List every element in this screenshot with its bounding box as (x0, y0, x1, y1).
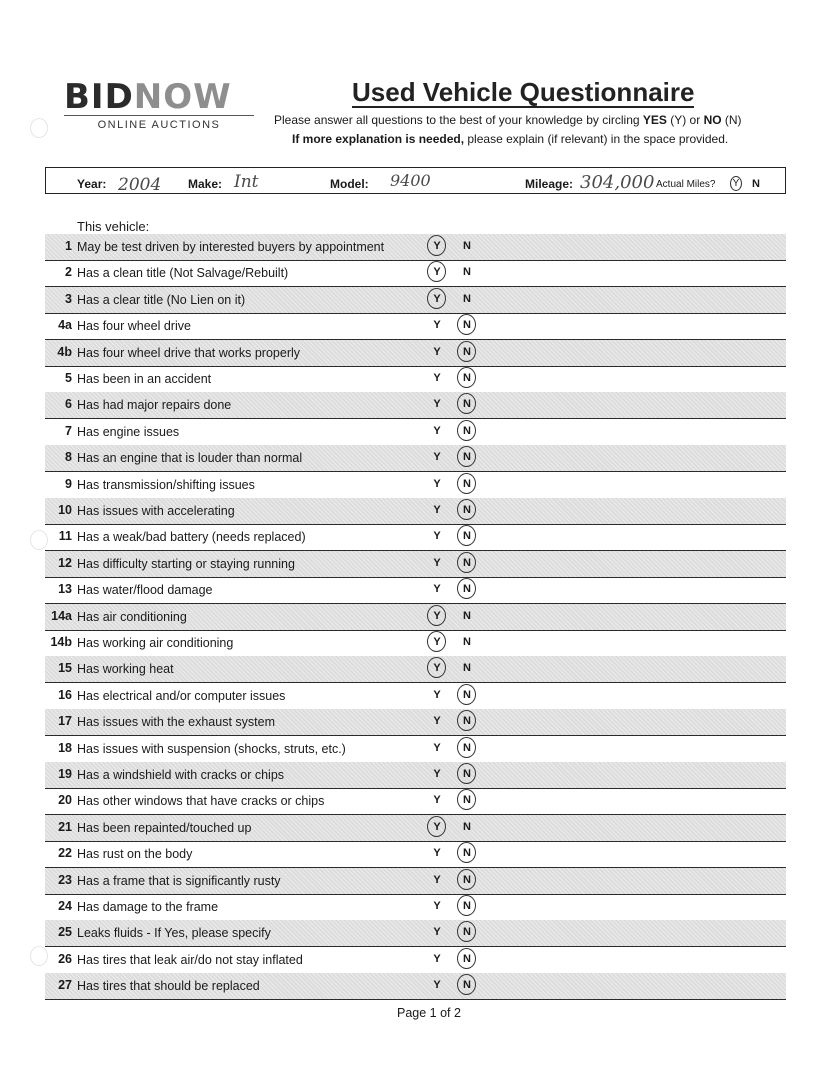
question-text: Has working heat (77, 662, 174, 677)
answer-no-option[interactable]: N (463, 873, 471, 886)
question-row (45, 313, 786, 340)
model-label: Model: (330, 177, 369, 191)
answer-circle-mark (457, 578, 476, 599)
answer-circle-mark (427, 816, 446, 837)
answer-no-option[interactable]: N (463, 979, 471, 992)
scan-artifact (30, 530, 48, 550)
answer-no-option[interactable]: N (463, 398, 471, 411)
question-row (45, 392, 786, 419)
question-text: Has a weak/bad battery (needs replaced) (77, 530, 306, 545)
answer-circle-mark (427, 657, 446, 678)
question-number: 16 (58, 687, 72, 702)
answer-no-option[interactable]: N (463, 583, 471, 596)
answer-circle-mark (457, 420, 476, 441)
question-number: 7 (65, 423, 72, 438)
actual-miles-yes-option[interactable]: Y (730, 176, 742, 191)
question-number: 12 (58, 555, 72, 570)
answer-circle-mark (457, 446, 476, 467)
question-row (45, 234, 786, 261)
question-row (45, 973, 786, 1000)
answer-circle-mark (457, 842, 476, 863)
answer-yes-option[interactable]: Y (433, 266, 441, 279)
question-number: 23 (58, 872, 72, 887)
question-row (45, 287, 786, 314)
question-text: Has working air conditioning (77, 636, 234, 650)
answer-circle-mark (427, 631, 446, 652)
question-text: Has four wheel drive (77, 319, 191, 334)
answer-yes-option[interactable]: Y (433, 662, 441, 675)
answer-no-option[interactable]: N (463, 741, 471, 754)
answer-no-option[interactable]: N (463, 926, 471, 939)
question-row (45, 630, 786, 657)
question-text: Has damage to the frame (77, 900, 219, 914)
question-row (45, 524, 786, 551)
answer-circle-mark (457, 393, 476, 414)
answer-yes-option[interactable]: Y (433, 952, 441, 965)
answer-no-option[interactable]: N (463, 768, 471, 780)
question-row (45, 947, 786, 974)
question-row (45, 419, 786, 446)
answer-no-option[interactable]: N (463, 715, 471, 728)
answer-circle-mark (457, 921, 476, 942)
answer-yes-option[interactable]: Y (433, 688, 441, 701)
answer-yes-option[interactable]: Y (433, 451, 441, 464)
instructions-line-1: Please answer all questions to the best of your knowledge by circling YES (Y) or NO (N) (274, 113, 742, 127)
question-row (45, 445, 786, 472)
answer-yes-option[interactable]: Y (433, 319, 441, 332)
answer-circle-mark (457, 473, 476, 494)
instructions-line-2: If more explanation is needed, please explain (if relevant) in the space provided. (292, 132, 729, 146)
actual-miles-no-option[interactable]: N (752, 178, 760, 190)
answer-no-option[interactable]: N (463, 266, 471, 279)
question-text: Has a clean title (Not Salvage/Rebuilt) (77, 266, 289, 281)
question-row (45, 498, 786, 525)
answer-no-option[interactable]: N (463, 952, 471, 965)
answer-circle-mark (457, 895, 476, 916)
answer-circle-mark (457, 737, 476, 758)
answer-yes-option[interactable]: Y (433, 583, 441, 596)
question-text: Has other windows that have cracks or chips (77, 794, 325, 809)
page-number: Page 1 of 2 (397, 1006, 461, 1020)
question-number: 14a (51, 608, 72, 623)
question-row (45, 709, 786, 736)
answer-circle-mark (457, 314, 476, 335)
make-label: Make: (188, 177, 223, 191)
answer-no-option[interactable]: N (463, 424, 471, 437)
question-text: Has water/flood damage (77, 583, 213, 598)
answer-circle-mark (457, 869, 476, 890)
answer-no-option[interactable]: N (463, 372, 471, 384)
question-text: Has had major repairs done (77, 398, 232, 413)
answer-circle-mark (427, 605, 446, 626)
answer-circle-mark (457, 763, 476, 784)
question-text: Has engine issues (77, 424, 180, 439)
question-number: 15 (58, 661, 72, 676)
question-text: Leaks fluids - If Yes, please specify (77, 926, 271, 941)
question-number: 24 (58, 899, 72, 913)
answer-no-option[interactable]: N (463, 900, 471, 912)
question-number: 20 (58, 793, 72, 808)
model-field[interactable]: 9400 (390, 171, 431, 190)
question-text: Has air conditioning (77, 609, 187, 624)
question-row (45, 868, 786, 895)
question-row (45, 577, 786, 604)
mileage-label: Mileage: (525, 177, 574, 191)
answer-yes-option[interactable]: Y (433, 345, 441, 358)
question-text: Has been in an accident (77, 372, 212, 386)
answer-no-option[interactable]: N (463, 319, 471, 332)
bidnow-logo (64, 77, 259, 131)
question-number: 3 (65, 291, 72, 306)
answer-yes-option[interactable]: Y (433, 715, 441, 728)
question-number: 2 (65, 265, 72, 280)
question-number: 19 (58, 767, 72, 781)
question-number: 14b (50, 635, 72, 649)
question-text: Has issues with accelerating (77, 504, 235, 518)
answer-no-option[interactable]: N (463, 477, 471, 490)
question-row (45, 472, 786, 499)
answer-circle-mark (427, 235, 446, 256)
question-text: Has rust on the body (77, 847, 193, 862)
answer-no-option[interactable]: N (463, 530, 471, 543)
answer-circle-mark (457, 710, 476, 731)
answer-no-option[interactable]: N (463, 556, 471, 569)
answer-no-option[interactable]: N (463, 345, 471, 358)
answer-yes-option[interactable]: Y (433, 556, 441, 569)
question-text: Has issues with suspension (shocks, struts, etc.) (77, 741, 346, 756)
question-number: 25 (58, 925, 72, 940)
question-number: 27 (58, 978, 72, 993)
question-number: 18 (58, 740, 72, 755)
question-row (45, 656, 786, 683)
answer-yes-option[interactable]: Y (433, 424, 441, 437)
answer-no-option[interactable]: N (463, 451, 471, 464)
answer-circle-mark (457, 367, 476, 388)
question-text: Has four wheel drive that works properly (77, 345, 301, 360)
answer-circle-mark (457, 525, 476, 546)
page-title: Used Vehicle Questionnaire (352, 77, 695, 107)
question-number: 4b (57, 344, 72, 359)
question-number: 8 (65, 450, 72, 465)
answer-no-option[interactable]: N (463, 609, 471, 622)
answer-yes-option[interactable]: Y (433, 900, 441, 912)
question-text: Has tires that should be replaced (77, 979, 260, 994)
logo-wordmark: BIDNOW (64, 77, 232, 117)
answer-yes-option[interactable]: Y (433, 847, 441, 860)
question-text: Has been repainted/touched up (77, 820, 252, 835)
answer-circle-mark (457, 341, 476, 362)
answer-circle-mark (427, 288, 446, 309)
question-number: 5 (65, 371, 72, 385)
mileage-field[interactable]: 304,000 (580, 172, 655, 193)
answer-circle-mark (457, 552, 476, 573)
question-row (45, 841, 786, 868)
answer-no-option[interactable]: N (463, 847, 471, 860)
answer-no-option[interactable]: N (463, 662, 471, 675)
answer-yes-option[interactable]: Y (433, 504, 441, 516)
answer-yes-option[interactable]: Y (433, 636, 441, 648)
question-number: 13 (58, 582, 72, 597)
answer-yes-option[interactable]: Y (433, 794, 441, 807)
answer-yes-option[interactable]: Y (433, 292, 441, 305)
year-label: Year: (77, 177, 107, 191)
question-row (45, 340, 786, 367)
question-row (45, 366, 786, 393)
answer-yes-option[interactable]: Y (433, 372, 441, 384)
answer-circle-mark (457, 948, 476, 969)
answer-circle-mark (457, 499, 476, 520)
question-row (45, 762, 786, 789)
question-text: Has electrical and/or computer issues (77, 688, 286, 703)
answer-yes-option[interactable]: Y (433, 820, 441, 833)
question-text: Has tires that leak air/do not stay inflated (77, 952, 303, 967)
question-text: Has issues with the exhaust system (77, 715, 275, 730)
answer-yes-option[interactable]: Y (433, 609, 441, 622)
scan-artifact (30, 946, 48, 966)
answer-yes-option[interactable]: Y (433, 926, 441, 939)
actual-miles-label: Actual Miles? (656, 179, 716, 190)
scan-artifact (30, 118, 48, 138)
answer-no-option[interactable]: N (463, 240, 471, 252)
answer-no-option[interactable]: N (463, 292, 471, 305)
question-text: Has a windshield with cracks or chips (77, 768, 285, 782)
answer-yes-option[interactable]: Y (433, 873, 441, 886)
answer-no-option[interactable]: N (463, 636, 471, 648)
logo-tagline: ONLINE AUCTIONS (97, 119, 221, 131)
question-text: May be test driven by interested buyers by appointment (77, 240, 385, 254)
question-text: Has an engine that is louder than normal (77, 451, 303, 466)
answer-yes-option[interactable]: Y (433, 477, 441, 490)
answer-yes-option[interactable]: Y (433, 979, 441, 992)
answer-no-option[interactable]: N (463, 504, 471, 516)
question-number: 22 (58, 846, 72, 861)
question-row (45, 260, 786, 287)
answer-yes-option[interactable]: Y (433, 240, 441, 252)
question-text: Has transmission/shifting issues (77, 477, 255, 492)
answer-no-option[interactable]: N (463, 794, 471, 807)
answer-yes-option[interactable]: Y (433, 741, 441, 754)
answer-no-option[interactable]: N (463, 820, 471, 833)
answer-yes-option[interactable]: Y (433, 398, 441, 411)
question-number: 17 (58, 714, 72, 729)
answer-circle-mark (457, 974, 476, 995)
section-label: This vehicle: (77, 219, 150, 234)
make-field[interactable]: Int (234, 172, 259, 192)
question-text: Has a frame that is significantly rusty (77, 873, 281, 888)
answer-yes-option[interactable]: Y (433, 530, 441, 543)
question-row (45, 683, 786, 710)
question-row (45, 920, 786, 947)
question-row (45, 894, 786, 921)
question-row (45, 604, 786, 631)
question-number: 26 (58, 951, 72, 966)
question-row (45, 815, 786, 842)
question-number: 10 (58, 503, 72, 517)
answer-circle-mark (457, 684, 476, 705)
answer-circle-mark (457, 789, 476, 810)
question-row (45, 551, 786, 578)
question-number: 21 (58, 819, 72, 834)
answer-circle-mark (427, 261, 446, 282)
question-row (45, 788, 786, 815)
question-number: 1 (65, 239, 72, 253)
question-text: Has a clear title (No Lien on it) (77, 292, 246, 307)
question-number: 11 (58, 529, 72, 544)
answer-yes-option[interactable]: Y (433, 768, 441, 780)
year-field[interactable]: 2004 (118, 175, 162, 195)
question-number: 6 (65, 397, 72, 412)
answer-no-option[interactable]: N (463, 688, 471, 701)
question-number: 9 (65, 476, 72, 491)
question-number: 4a (58, 318, 72, 333)
question-text: Has difficulty starting or staying running (77, 556, 295, 571)
question-row (45, 736, 786, 763)
